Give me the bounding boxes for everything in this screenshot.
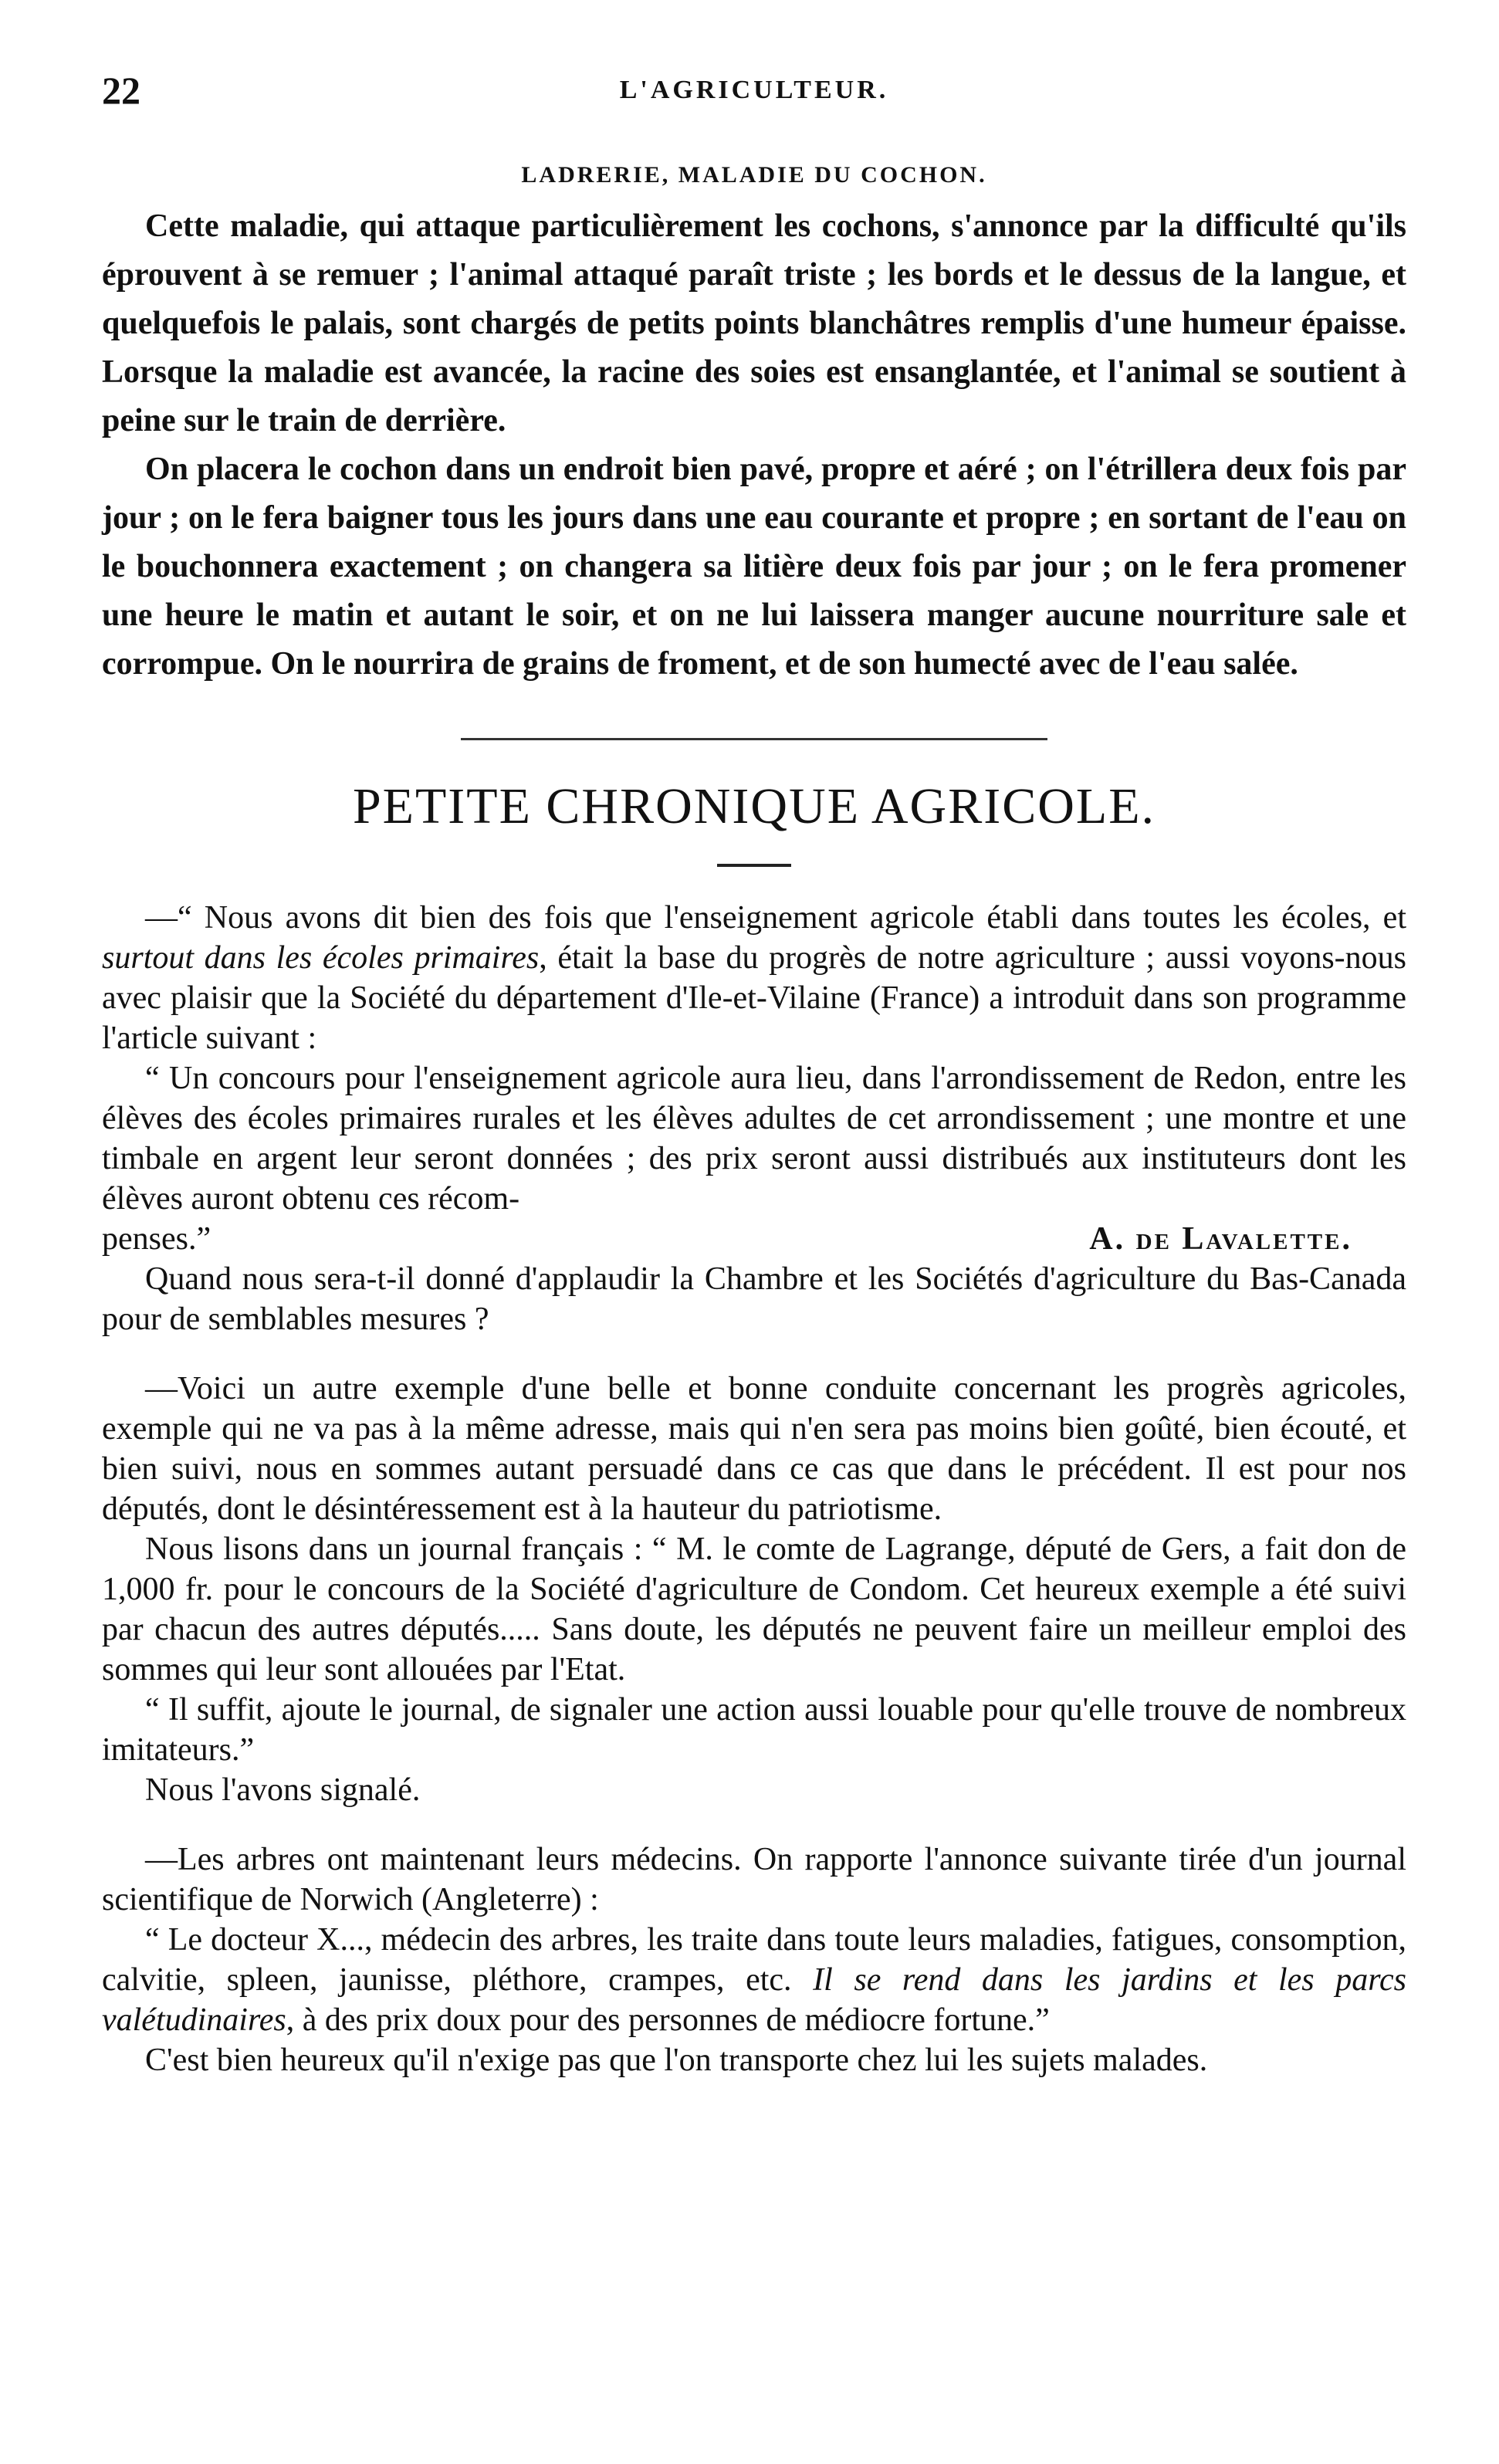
paragraph-gap (102, 1810, 1406, 1840)
chronique-item-2-paragraph-3: “ Il suffit, ajoute le journal, de signaler une action aussi louable pour qu'elle trouve de nombreux imitateurs.” (102, 1692, 1406, 1768)
chronique-item-1-quote: “ Un concours pour l'enseignement agricole aura lieu, dans l'arrondissement de Redon, entre les élèves des écoles primaires rurales et les élèves adultes de cet arrondissement ; une montre et une timbale en argent leur seront données ; des prix seront aussi distribués aux instituteurs dont les élèves auront obtenu ces récom- (102, 1061, 1406, 1217)
chronique-item-1-comment: Quand nous sera-t-il donné d'applaudir la Chambre et les Sociétés d'agriculture du Bas-Canada pour de semblables mesures ? (102, 1261, 1406, 1337)
chronique-item-1-paragraph-1: —“ Nous avons dit bien des fois que l'enseignement agricole établi dans toutes les écoles, et surtout dans les écoles primaires, était la base du progrès de notre agriculture ; aussi voyons-nous avec plaisir que la Société du département d'Ile-et-Vilaine (France) a introduit dans son programme l'article suivant : (102, 900, 1406, 1056)
italic-phrase: surtout dans les écoles primaires (102, 940, 540, 976)
title-underline (717, 864, 791, 867)
article-paragraph-2: On placera le cochon dans un endroit bien pavé, propre et aéré ; on l'étrillera deux fois par jour ; on le fera baigner tous les jours dans une eau courante et propre ; en sortant de l'eau on le bouchonnera exactement ; on changera sa litière deux fois par jour ; on le fera promener une heure le matin et autant le soir, et on ne lui laissera manger aucune nourriture sale et corrompue. On le nourrira de grains de froment, et de son humecté avec de l'eau salée. (102, 452, 1406, 682)
chronique-item-3-paragraph-1: —Les arbres ont maintenant leurs médecins. On rapporte l'annonce suivante tirée d'un journal scientifique de Norwich (Angleterre) : (102, 1842, 1406, 1917)
page-header (102, 68, 1406, 122)
signature: A. de Lavalette. (1089, 1221, 1352, 1257)
document-page (102, 68, 1406, 2080)
chronique-item-3-paragraph-3: C'est bien heureux qu'il n'exige pas que l'on transporte chez lui les sujets malades. (145, 2043, 1208, 2078)
chronique-item-2-paragraph-1: —Voici un autre exemple d'une belle et bonne conduite concernant les progrès agricoles, exemple qui ne va pas à la même adresse, mais qui n'en sera pas moins bien goûté, bien écouté, et bien suivi, nous en sommes autant persuadé dans ce cas que dans le précédent. Il est pour nos députés, dont le désintéressement est à la hauteur du patriotisme. (102, 1371, 1406, 1527)
section-divider (461, 738, 1047, 740)
italic-phrase: Il se rend dans les jardins et les parcs valétudinaires (102, 1962, 1406, 2038)
quote-ending: penses.” (102, 1221, 211, 1257)
chronique-item-3-paragraph-2: “ Le docteur X..., médecin des arbres, les traite dans toute leurs maladies, fatigues, consomption, calvitie, spleen, jaunisse, pléthore, crampes, etc. Il se rend dans les jardins et les parcs valétudinaires, à des prix doux pour des personnes de médiocre fortune.” (102, 1922, 1406, 2038)
chronique-item-2-paragraph-2: Nous lisons dans un journal français : “ M. le comte de Lagrange, député de Gers, a fait don de 1,000 fr. pour le concours de la Société d'agriculture de Condom. Cet heureux exemple a été suivi par chacun des autres députés..... Sans doute, les députés ne peuvent faire un meilleur emploi des sommes qui leur sont allouées par l'Etat. (102, 1532, 1406, 1687)
article-title: LADRERIE, MALADIE DU COCHON. (521, 162, 987, 188)
page-number: 22 (102, 69, 140, 112)
running-title: L'AGRICULTEUR. (619, 76, 889, 104)
chronique-body (102, 898, 1406, 2080)
signature-line (102, 1219, 1406, 1259)
article-body (102, 202, 1406, 689)
section-title: PETITE CHRONIQUE AGRICOLE. (352, 778, 1156, 834)
article-paragraph-1: Cette maladie, qui attaque particulièrement les cochons, s'annonce par la difficulté qu'ils éprouvent à se remuer ; l'animal attaqué paraît triste ; les bords et le dessus de la langue, et quelquefois le palais, sont chargés de petits points blanchâtres remplis d'une humeur épaisse. Lorsque la maladie est avancée, la racine des soies est ensanglantée, et l'animal se soutient à peine sur le train de derrière. (102, 208, 1406, 438)
paragraph-gap (102, 1339, 1406, 1369)
chronique-item-2-paragraph-4: Nous l'avons signalé. (145, 1772, 421, 1808)
